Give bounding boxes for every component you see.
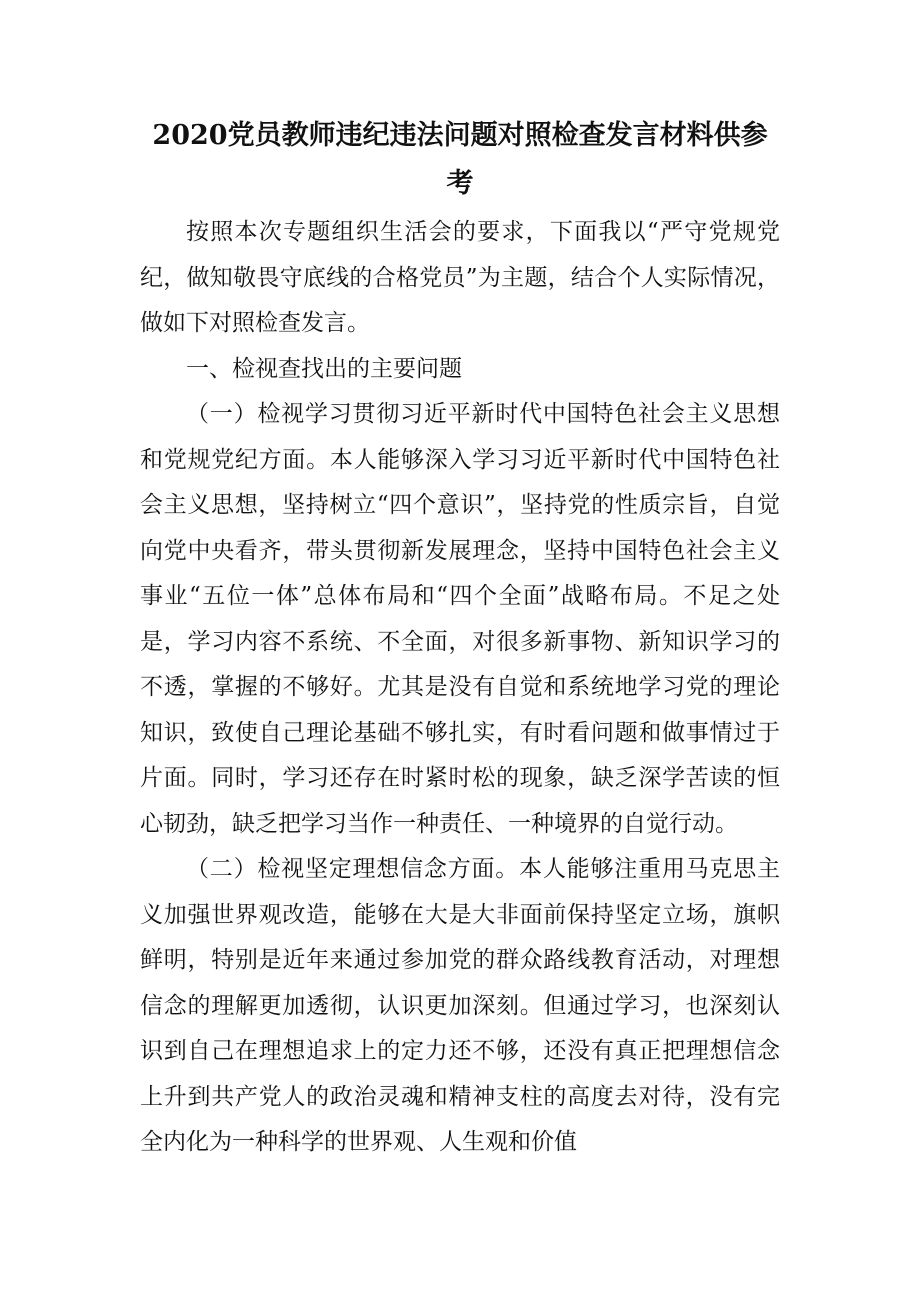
intro-paragraph: 按照本次专题组织生活会的要求，下面我以“严守党规党纪，做知敬畏守底线的合格党员”为主题，结合个人实际情况，做如下对照检查发言。: [140, 219, 780, 336]
document-title: [120, 112, 800, 208]
section-2-paragraph: （二）检视坚定理想信念方面。本人能够注重用马克思主义加强世界观改造，能够在大是大非面前保持坚定立场，旗帜鲜明，特别是近年来通过参加党的群众路线教育活动，对理想信念的理解更加透彻，认识更加深刻。但通过学习，也深刻认识到自己在理想追求上的定力还不够，还没有真正把理想信念上升到共产党人的政治灵魂和精神支柱的高度去对待，没有完全内化为一种科学的世界观、人生观和价值: [140, 856, 780, 1155]
title-line-1: 2020党员教师违纪违法问题对照检查发言材料供参: [152, 120, 768, 151]
section-heading: 一、检视查找出的主要问题: [186, 355, 462, 382]
section-1-paragraph: （一）检视学习贯彻习近平新时代中国特色社会主义思想和党规党纪方面。本人能够深入学习习近平新时代中国特色社会主义思想，坚持树立“四个意识”，坚持党的性质宗旨，自觉向党中央看齐，带头贯彻新发展理念，坚持中国特色社会主义事业“五位一体”总体布局和“四个全面”战略布局。不足之处是，学习内容不系统、不全面，对很多新事物、新知识学习的不透，掌握的不够好。尤其是没有自觉和系统地学习党的理论知识，致使自己理论基础不够扎实，有时看问题和做事情过于片面。同时，学习还存在时紧时松的现象，缺乏深学苦读的恒心韧劲，缺乏把学习当作一种责任、一种境界的自觉行动。: [140, 401, 780, 837]
title-line-2: 考: [446, 168, 474, 199]
document-body: [140, 210, 780, 1166]
